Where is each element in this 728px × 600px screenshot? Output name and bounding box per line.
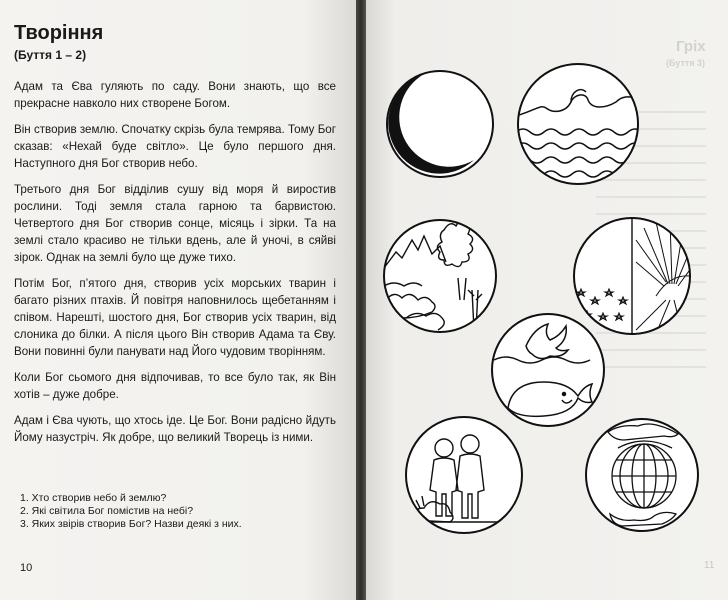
day-6-adam-eve-illustration — [406, 417, 526, 533]
paragraph: Адам і Єва чують, що хтось іде. Це Бог. Вони радісно йдуть Йому назустріч. Як добре, що великий Творець із ними. — [14, 414, 336, 444]
left-page — [0, 0, 356, 600]
paragraph: Третього дня Бог відділив сушу від моря й виростив рослини. Тоді земля стала гарною та барвистою. Четвертого дня Бог створив сонце, місяць і зірки. Та на землі стало красиво не тільки вдень, але й уночі, в сяйві зірок. Однак на землі було ще дуже тихо. — [14, 183, 336, 264]
question-item: 1. Хто створив небо й землю? — [20, 492, 167, 504]
page-number: 10 — [20, 562, 33, 574]
right-page — [366, 0, 728, 600]
question-item: 3. Яких звірів створив Бог? Назви деякі з них. — [20, 518, 242, 530]
day-3-land-plants-illustration — [384, 220, 496, 332]
bleed-through-subtitle: (Буття 3) — [666, 58, 706, 68]
book-gutter — [356, 0, 366, 600]
paragraph: Коли Бог сьомого дня відпочивав, то все було так, як Він хотів – дуже добре. — [14, 371, 336, 401]
bleed-through-title: Гріх — [676, 38, 706, 55]
story-text — [14, 78, 336, 455]
page-title: Творіння — [14, 22, 104, 44]
day-7-globe-hands-illustration — [586, 419, 698, 531]
creation-days-illustrations — [366, 0, 728, 600]
bleed-through-page-number: 11 — [704, 560, 715, 571]
questions-list — [20, 492, 242, 531]
scripture-reference: (Буття 1 – 2) — [14, 48, 87, 62]
day-5-bird-whale-illustration — [492, 314, 604, 426]
paragraph: Він створив землю. Спочатку скрізь була темрява. Тому Бог сказав: «Нехай буде світло». Це було першого дня. Наступного дня Бог створив небо. — [14, 123, 336, 170]
day-2-sky-water-illustration — [516, 64, 642, 184]
paragraph: Потім Бог, п’ятого дня, створив усіх морських тварин і багато різних птахів. Й повітря наповнилось щебетанням і співом. Нарешті, шостого дня, Бог створив усіх тварин, від слоника до білки. А після цього Він створив Адама та Єву. Вони повинні були панувати над Його чудовим творінням. — [14, 277, 336, 358]
day-1-light-darkness-illustration — [387, 71, 493, 177]
paragraph: Адам та Єва гуляють по саду. Вони знають, що все прекрасне навколо них створене Богом. — [14, 80, 336, 110]
question-item: 2. Які світила Бог помістив на небі? — [20, 505, 194, 517]
day-4-moon-stars-sun-illustration — [574, 218, 700, 334]
